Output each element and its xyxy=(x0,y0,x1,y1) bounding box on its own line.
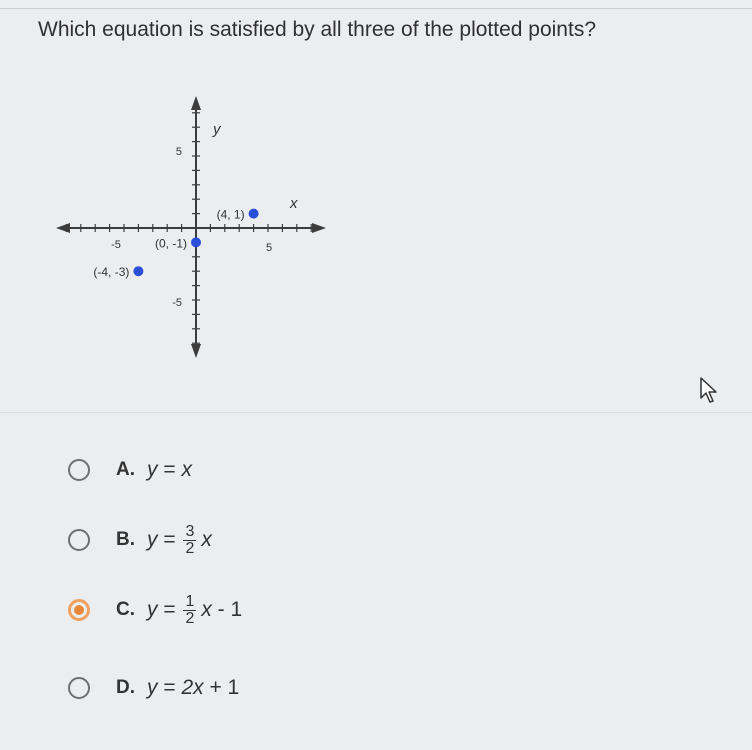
option-b-fraction: $\frac{3}{2}$ xyxy=(185,522,195,557)
point-label-1: (0, -1) xyxy=(154,236,187,251)
option-a-radio[interactable] xyxy=(68,459,90,481)
point-label-2: (-4, -3) xyxy=(93,265,130,280)
option-c-fraction: $\frac{1}{2}$ xyxy=(185,592,195,627)
x-tick-label-neg5: -5 xyxy=(111,239,121,251)
plotted-point-1 xyxy=(191,237,201,247)
option-c-letter: C. xyxy=(116,599,135,620)
top-divider xyxy=(0,8,752,9)
plotted-point-2 xyxy=(133,266,143,276)
y-axis-label: y xyxy=(213,121,221,138)
option-c-radio-selected[interactable] xyxy=(68,599,90,621)
option-d-radio[interactable] xyxy=(68,677,90,699)
section-divider xyxy=(0,412,752,413)
x-tick-label-5: 5 xyxy=(265,242,273,254)
question-text: Which equation is satisfied by all three of the plotted points? xyxy=(38,18,596,41)
option-d-equation: y = 2x + 1 xyxy=(147,676,240,699)
option-b[interactable] xyxy=(68,518,212,562)
x-axis xyxy=(56,223,326,233)
option-c[interactable] xyxy=(68,588,242,632)
x-axis-right-arrow-icon xyxy=(312,223,326,233)
mouse-pointer-icon xyxy=(698,376,722,406)
point-label-0: (4, 1) xyxy=(216,207,245,222)
x-axis-label: x xyxy=(290,195,298,212)
coordinate-graph xyxy=(56,92,336,372)
x-axis-left-arrow-icon xyxy=(56,223,70,233)
option-a-equation: y = x xyxy=(147,458,192,481)
option-d[interactable] xyxy=(68,666,239,710)
y-axis-down-arrow-icon xyxy=(191,344,201,358)
option-d-letter: D. xyxy=(116,677,135,698)
y-tick-label-5: 5 xyxy=(175,146,182,158)
option-b-letter: B. xyxy=(116,529,135,550)
option-b-radio[interactable] xyxy=(68,529,90,551)
plotted-point-0 xyxy=(249,209,259,219)
y-axis-up-arrow-icon xyxy=(191,96,201,110)
option-c-equation: y = $\frac{1}{2}$ x - 1 xyxy=(147,592,243,627)
option-a[interactable] xyxy=(68,448,192,492)
y-tick-label-neg5: -5 xyxy=(172,297,182,309)
option-b-equation: y = $\frac{3}{2}$ x xyxy=(147,522,212,557)
option-a-letter: A. xyxy=(116,459,135,480)
